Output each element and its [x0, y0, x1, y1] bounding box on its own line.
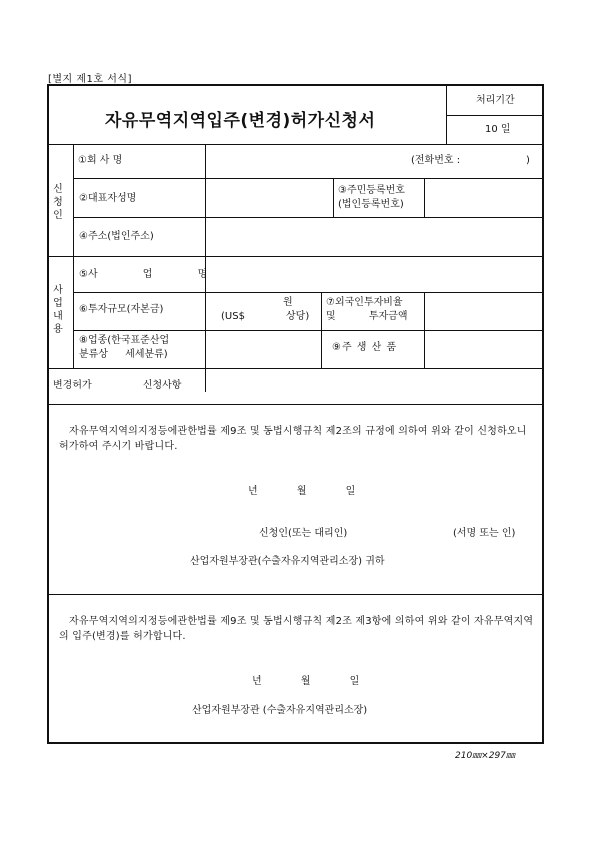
- request-date: 년 월 일: [248, 486, 356, 497]
- foreign-amount-label: 및 투자금액: [326, 311, 408, 322]
- won-unit: 원: [283, 297, 293, 308]
- request-applicant: 신청인(또는 대리인): [259, 528, 348, 539]
- approval-date: 년 월 일: [252, 676, 360, 687]
- processing-period-value: 10 일: [485, 124, 511, 135]
- request-recipient: 산업자원부장관(수출자유지역관리소장) 귀하: [190, 556, 385, 567]
- phone-close: ): [526, 155, 530, 166]
- foreign-ratio-label: ⑦외국인투자비율: [326, 297, 403, 308]
- request-signature: (서명 또는 인): [453, 528, 516, 539]
- main-product-label: ⑨주 생 산 품: [332, 342, 398, 353]
- industry-label-1: ⑧업종(한국표준산업: [79, 335, 170, 346]
- investment-label: ⑥투자규모(자본금): [79, 304, 164, 315]
- change-item-label: 변경허가 신청사항: [53, 380, 182, 391]
- industry-label-2: 분류상 세세분류): [79, 349, 168, 360]
- application-form: [47, 84, 544, 744]
- corporate-number-label: (법인등록번호): [338, 199, 404, 210]
- representative-label: ②대표자성명: [79, 193, 137, 204]
- form-code: [별지 제1호 서식]: [48, 74, 132, 85]
- usd-prefix: (US$: [221, 311, 245, 322]
- usd-suffix: 상당): [286, 311, 310, 322]
- processing-period-label: 처리기간: [476, 95, 515, 106]
- phone-label: (전화번호 :: [411, 155, 461, 166]
- paper-size-note: 210㎜×297㎜: [455, 751, 515, 761]
- request-body: 자유무역지역의지정등에관한법률 제9조 및 동법시행규칙 제2조의 규정에 의하여 위와 같이 신청하오니 허가하여 주시기 바랍니다.: [59, 426, 527, 452]
- form-title: 자유무역지역입주(변경)허가신청서: [105, 111, 376, 131]
- applicant-group-label: 신청인: [53, 184, 63, 221]
- approval-issuer: 산업자원부장관 (수출자유지역관리소장): [192, 705, 368, 716]
- company-name-label: ①회 사 명: [78, 155, 123, 166]
- business-name-label: ⑤사 업 명: [79, 269, 208, 280]
- address-label: ④주소(법인주소): [79, 231, 154, 242]
- approval-body: 자유무역지역의지정등에관한법률 제9조 및 동법시행규칙 제2조 제3항에 의하여 위와 같이 자유무역지역의 입주(변경)를 허가합니다.: [59, 616, 534, 642]
- business-group-label: 사업내용: [53, 285, 63, 335]
- resident-number-label: ③주민등록번호: [338, 185, 405, 196]
